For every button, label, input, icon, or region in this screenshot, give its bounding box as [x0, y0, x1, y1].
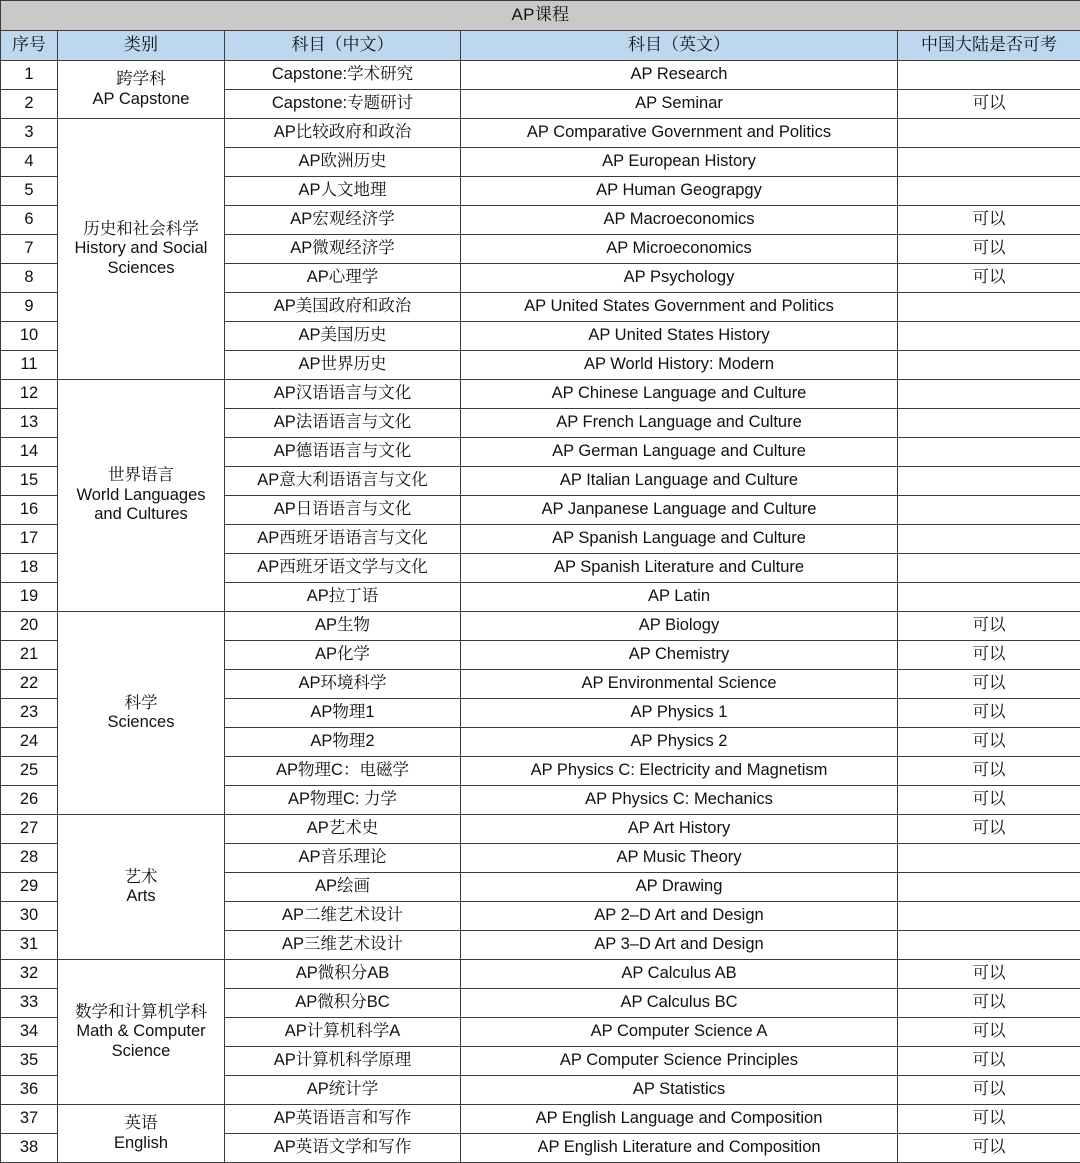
- category-line: Sciences: [60, 259, 222, 278]
- subject-en: AP Comparative Government and Politics: [461, 119, 898, 148]
- exam-availability: [898, 148, 1080, 177]
- table-row: [1, 960, 1080, 989]
- category-line: History and Social: [60, 239, 222, 258]
- subject-en: AP Psychology: [461, 264, 898, 293]
- row-index: 24: [1, 728, 58, 757]
- subject-zh: AP西班牙语语言与文化: [225, 525, 461, 554]
- row-index: 6: [1, 206, 58, 235]
- subject-zh: AP绘画: [225, 873, 461, 902]
- row-index: 16: [1, 496, 58, 525]
- exam-availability: 可以: [898, 1105, 1080, 1134]
- column-header-subject_zh: 科目（中文）: [225, 31, 461, 61]
- category-cell-english: [58, 1105, 225, 1163]
- subject-zh: AP日语语言与文化: [225, 496, 461, 525]
- subject-zh: AP意大利语语言与文化: [225, 467, 461, 496]
- subject-zh: AP汉语语言与文化: [225, 380, 461, 409]
- exam-availability: [898, 554, 1080, 583]
- column-header-exam_in_mainland: 中国大陆是否可考: [898, 31, 1080, 61]
- exam-availability: [898, 61, 1080, 90]
- category-line: and Cultures: [60, 505, 222, 524]
- subject-en: AP Chinese Language and Culture: [461, 380, 898, 409]
- subject-en: AP English Language and Composition: [461, 1105, 898, 1134]
- category-line: 跨学科: [60, 70, 222, 89]
- category-cell-capstone: [58, 61, 225, 119]
- subject-zh: AP音乐理论: [225, 844, 461, 873]
- subject-en: AP Research: [461, 61, 898, 90]
- category-line: Arts: [60, 887, 222, 906]
- subject-en: AP Calculus BC: [461, 989, 898, 1018]
- category-cell-arts: [58, 815, 225, 960]
- row-index: 23: [1, 699, 58, 728]
- category-line: Math & Computer: [60, 1022, 222, 1041]
- subject-en: AP United States Government and Politics: [461, 293, 898, 322]
- subject-zh: AP环境科学: [225, 670, 461, 699]
- row-index: 10: [1, 322, 58, 351]
- exam-availability: 可以: [898, 1047, 1080, 1076]
- table-title-row: [1, 1, 1080, 31]
- category-line: 英语: [60, 1114, 222, 1133]
- row-index: 7: [1, 235, 58, 264]
- subject-zh: AP德语语言与文化: [225, 438, 461, 467]
- subject-en: AP United States History: [461, 322, 898, 351]
- subject-zh: AP生物: [225, 612, 461, 641]
- subject-en: AP French Language and Culture: [461, 409, 898, 438]
- subject-en: AP German Language and Culture: [461, 438, 898, 467]
- subject-en: AP Music Theory: [461, 844, 898, 873]
- table-row: [1, 61, 1080, 90]
- exam-availability: 可以: [898, 641, 1080, 670]
- category-line: English: [60, 1134, 222, 1153]
- subject-zh: AP法语语言与文化: [225, 409, 461, 438]
- category-line: World Languages: [60, 486, 222, 505]
- row-index: 12: [1, 380, 58, 409]
- row-index: 21: [1, 641, 58, 670]
- exam-availability: [898, 873, 1080, 902]
- subject-en: AP Spanish Language and Culture: [461, 525, 898, 554]
- subject-zh: AP微积分BC: [225, 989, 461, 1018]
- table-title: AP课程: [1, 1, 1080, 31]
- subject-en: AP Art History: [461, 815, 898, 844]
- subject-en: AP Physics C: Electricity and Magnetism: [461, 757, 898, 786]
- subject-en: AP Statistics: [461, 1076, 898, 1105]
- exam-availability: 可以: [898, 786, 1080, 815]
- table-row: [1, 119, 1080, 148]
- exam-availability: [898, 177, 1080, 206]
- category-cell-world-languages: [58, 380, 225, 612]
- row-index: 33: [1, 989, 58, 1018]
- row-index: 31: [1, 931, 58, 960]
- exam-availability: 可以: [898, 612, 1080, 641]
- row-index: 20: [1, 612, 58, 641]
- subject-zh: AP艺术史: [225, 815, 461, 844]
- subject-en: AP Calculus AB: [461, 960, 898, 989]
- exam-availability: 可以: [898, 264, 1080, 293]
- subject-zh: AP人文地理: [225, 177, 461, 206]
- exam-availability: [898, 467, 1080, 496]
- subject-zh: AP心理学: [225, 264, 461, 293]
- subject-en: AP Environmental Science: [461, 670, 898, 699]
- subject-zh: AP化学: [225, 641, 461, 670]
- exam-availability: [898, 931, 1080, 960]
- column-header-category: 类别: [58, 31, 225, 61]
- exam-availability: [898, 902, 1080, 931]
- category-line: AP Capstone: [60, 90, 222, 109]
- subject-zh: AP计算机科学A: [225, 1018, 461, 1047]
- subject-en: AP Macroeconomics: [461, 206, 898, 235]
- exam-availability: [898, 351, 1080, 380]
- category-line: 世界语言: [60, 466, 222, 485]
- row-index: 2: [1, 90, 58, 119]
- table-row: [1, 612, 1080, 641]
- row-index: 17: [1, 525, 58, 554]
- subject-en: AP World History: Modern: [461, 351, 898, 380]
- subject-zh: Capstone:学术研究: [225, 61, 461, 90]
- subject-zh: Capstone:专题研讨: [225, 90, 461, 119]
- subject-zh: AP欧洲历史: [225, 148, 461, 177]
- subject-en: AP English Literature and Composition: [461, 1134, 898, 1163]
- category-cell-math-cs: [58, 960, 225, 1105]
- category-line: 数学和计算机学科: [60, 1003, 222, 1022]
- exam-availability: [898, 322, 1080, 351]
- subject-zh: AP微积分AB: [225, 960, 461, 989]
- subject-en: AP Computer Science A: [461, 1018, 898, 1047]
- exam-availability: 可以: [898, 670, 1080, 699]
- subject-en: AP Physics C: Mechanics: [461, 786, 898, 815]
- row-index: 36: [1, 1076, 58, 1105]
- row-index: 22: [1, 670, 58, 699]
- row-index: 26: [1, 786, 58, 815]
- column-header-index: 序号: [1, 31, 58, 61]
- exam-availability: 可以: [898, 728, 1080, 757]
- row-index: 13: [1, 409, 58, 438]
- exam-availability: 可以: [898, 960, 1080, 989]
- exam-availability: [898, 844, 1080, 873]
- row-index: 35: [1, 1047, 58, 1076]
- subject-zh: AP物理1: [225, 699, 461, 728]
- subject-zh: AP二维艺术设计: [225, 902, 461, 931]
- exam-availability: 可以: [898, 90, 1080, 119]
- row-index: 29: [1, 873, 58, 902]
- subject-en: AP Chemistry: [461, 641, 898, 670]
- exam-availability: [898, 409, 1080, 438]
- subject-zh: AP宏观经济学: [225, 206, 461, 235]
- row-index: 8: [1, 264, 58, 293]
- subject-en: AP 2–D Art and Design: [461, 902, 898, 931]
- exam-availability: [898, 525, 1080, 554]
- subject-en: AP Janpanese Language and Culture: [461, 496, 898, 525]
- category-cell-history: [58, 119, 225, 380]
- table-row: [1, 380, 1080, 409]
- row-index: 37: [1, 1105, 58, 1134]
- subject-en: AP 3–D Art and Design: [461, 931, 898, 960]
- exam-availability: [898, 293, 1080, 322]
- subject-zh: AP拉丁语: [225, 583, 461, 612]
- table-header-row: [1, 31, 1080, 61]
- category-line: 艺术: [60, 868, 222, 887]
- subject-en: AP Physics 2: [461, 728, 898, 757]
- table-row: [1, 1105, 1080, 1134]
- subject-zh: AP世界历史: [225, 351, 461, 380]
- row-index: 15: [1, 467, 58, 496]
- exam-availability: [898, 438, 1080, 467]
- row-index: 38: [1, 1134, 58, 1163]
- subject-zh: AP美国历史: [225, 322, 461, 351]
- row-index: 27: [1, 815, 58, 844]
- subject-en: AP European History: [461, 148, 898, 177]
- row-index: 5: [1, 177, 58, 206]
- subject-zh: AP西班牙语文学与文化: [225, 554, 461, 583]
- row-index: 25: [1, 757, 58, 786]
- exam-availability: [898, 496, 1080, 525]
- row-index: 3: [1, 119, 58, 148]
- subject-en: AP Drawing: [461, 873, 898, 902]
- subject-zh: AP美国政府和政治: [225, 293, 461, 322]
- row-index: 14: [1, 438, 58, 467]
- subject-zh: AP物理C：电磁学: [225, 757, 461, 786]
- table-row: [1, 815, 1080, 844]
- exam-availability: 可以: [898, 235, 1080, 264]
- subject-en: AP Computer Science Principles: [461, 1047, 898, 1076]
- subject-zh: AP英语语言和写作: [225, 1105, 461, 1134]
- row-index: 30: [1, 902, 58, 931]
- subject-zh: AP计算机科学原理: [225, 1047, 461, 1076]
- row-index: 34: [1, 1018, 58, 1047]
- subject-en: AP Spanish Literature and Culture: [461, 554, 898, 583]
- subject-en: AP Microeconomics: [461, 235, 898, 264]
- row-index: 9: [1, 293, 58, 322]
- exam-availability: 可以: [898, 699, 1080, 728]
- exam-availability: 可以: [898, 989, 1080, 1018]
- subject-zh: AP三维艺术设计: [225, 931, 461, 960]
- subject-zh: AP微观经济学: [225, 235, 461, 264]
- exam-availability: 可以: [898, 757, 1080, 786]
- row-index: 11: [1, 351, 58, 380]
- category-line: 历史和社会科学: [60, 220, 222, 239]
- exam-availability: 可以: [898, 206, 1080, 235]
- exam-availability: 可以: [898, 1018, 1080, 1047]
- exam-availability: [898, 583, 1080, 612]
- subject-zh: AP物理2: [225, 728, 461, 757]
- subject-zh: AP英语文学和写作: [225, 1134, 461, 1163]
- subject-zh: AP物理C: 力学: [225, 786, 461, 815]
- category-line: Sciences: [60, 713, 222, 732]
- row-index: 1: [1, 61, 58, 90]
- category-line: 科学: [60, 694, 222, 713]
- column-header-subject_en: 科目（英文）: [461, 31, 898, 61]
- row-index: 4: [1, 148, 58, 177]
- subject-zh: AP比较政府和政治: [225, 119, 461, 148]
- category-cell-sciences: [58, 612, 225, 815]
- row-index: 18: [1, 554, 58, 583]
- subject-en: AP Latin: [461, 583, 898, 612]
- subject-en: AP Physics 1: [461, 699, 898, 728]
- exam-availability: 可以: [898, 815, 1080, 844]
- subject-en: AP Italian Language and Culture: [461, 467, 898, 496]
- subject-en: AP Human Geograpgy: [461, 177, 898, 206]
- exam-availability: 可以: [898, 1076, 1080, 1105]
- row-index: 19: [1, 583, 58, 612]
- row-index: 32: [1, 960, 58, 989]
- exam-availability: 可以: [898, 1134, 1080, 1163]
- row-index: 28: [1, 844, 58, 873]
- subject-en: AP Biology: [461, 612, 898, 641]
- exam-availability: [898, 119, 1080, 148]
- category-line: Science: [60, 1042, 222, 1061]
- subject-zh: AP统计学: [225, 1076, 461, 1105]
- subject-en: AP Seminar: [461, 90, 898, 119]
- exam-availability: [898, 380, 1080, 409]
